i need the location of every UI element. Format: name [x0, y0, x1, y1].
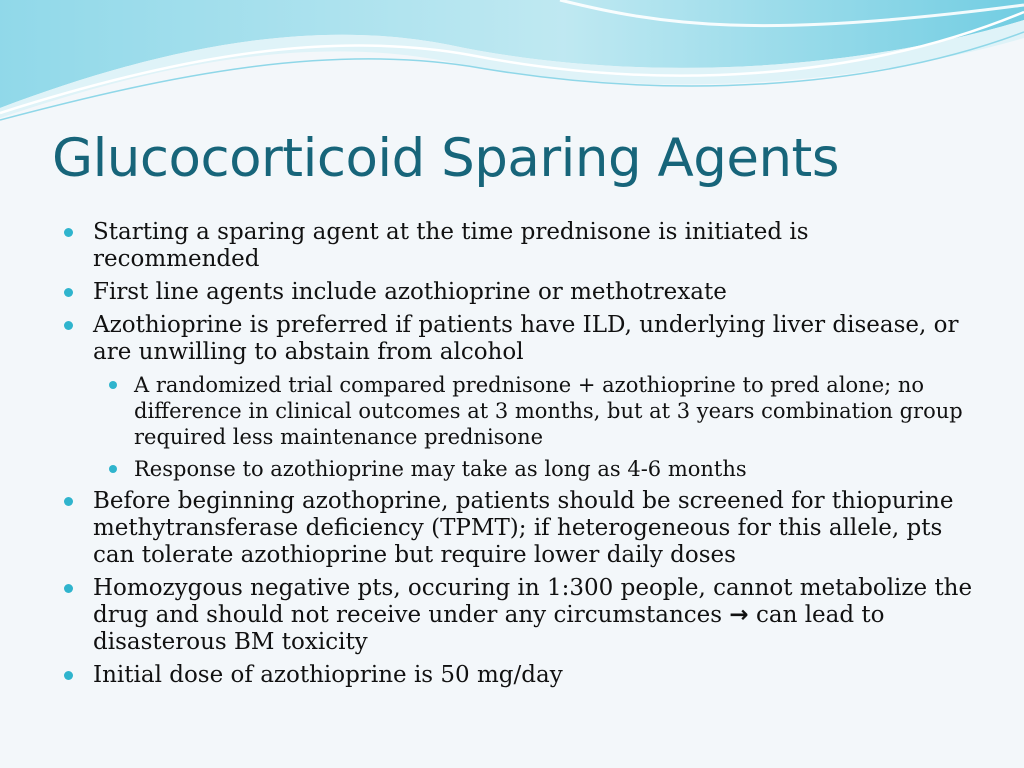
list-item [62, 662, 977, 689]
bullet-text: Starting a sparing agent at the time prednisone is initiated is recommended [93, 219, 809, 272]
bullet-list [62, 219, 977, 695]
list-item [62, 219, 977, 273]
slide-title: Glucocorticoid Sparing Agents [52, 128, 839, 189]
bullet-icon [64, 497, 73, 506]
bullet-icon [109, 381, 117, 389]
bullet-text: Response to azothioprine may take as long as 4-6 months [134, 457, 747, 481]
list-item [62, 279, 977, 306]
bullet-text-end: can lead to disasterous BM toxicity [93, 602, 885, 655]
bullet-icon [64, 584, 73, 593]
bullet-text: First line agents include azothioprine or methotrexate [93, 279, 727, 305]
bullet-icon [64, 228, 73, 237]
bullet-icon [64, 321, 73, 330]
bullet-icon [64, 671, 73, 680]
bullet-icon [64, 288, 73, 297]
bullet-text: Azothioprine is preferred if patients have ILD, underlying liver disease, or are unwilling to abstain from alcohol [93, 312, 959, 365]
list-item [62, 575, 977, 656]
bullet-icon [109, 465, 117, 473]
list-item [62, 312, 977, 366]
header-wave-decoration [0, 0, 1024, 125]
right-arrow-icon: → [729, 602, 749, 628]
bullet-text: A randomized trial compared prednisone + azothioprine to pred alone; no difference in clinical outcomes at 3 months, but at 3 years combination group required less maintenance prednisone [134, 373, 963, 449]
bullet-text: Before beginning azothoprine, patients should be screened for thiopurine methytransferase deficiency (TPMT); if heterogeneous for this allele, pts can tolerate azothioprine but require lower daily doses [93, 488, 954, 568]
bullet-text: Initial dose of azothioprine is 50 mg/day [93, 662, 563, 688]
list-item [62, 488, 977, 569]
bullet-text-start: Homozygous negative pts, occuring in 1:300 people, cannot metabolize the drug and should not receive under any circumstances [93, 575, 973, 628]
sub-list-item [62, 372, 977, 450]
sub-list-item [62, 456, 977, 482]
